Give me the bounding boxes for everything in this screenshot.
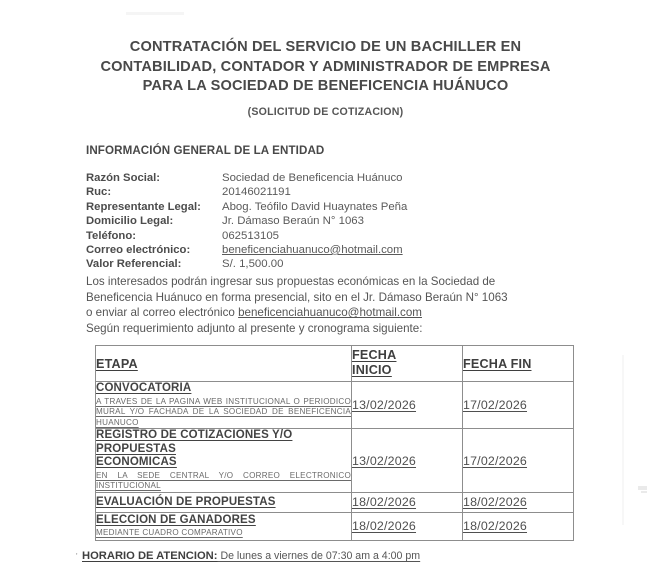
instructions-paragraph [86, 274, 572, 336]
scan-artifact-mark-2 [641, 491, 647, 493]
stage-cell-convocatoria [96, 382, 352, 429]
stage-title-line: ELECCION DE GANADORES [96, 513, 256, 526]
table-row [96, 429, 574, 493]
table-row [96, 512, 574, 540]
end-date-cell [463, 382, 574, 429]
stage-description-convocatoria [96, 397, 351, 429]
bullet-tick-icon: ' [76, 552, 78, 561]
stage-cell-registro-cotizaciones [96, 429, 352, 493]
stage-description-line: HUANUCO [96, 417, 139, 427]
schedule-table [95, 345, 574, 541]
start-date-value: 18/02/2026 [352, 519, 417, 534]
info-value-domicilio-legal: Jr. Dámaso Beraún N° 1063 [222, 215, 364, 228]
info-label-valor-referencial: Valor Referencial: [86, 258, 182, 271]
info-label-domicilio-legal: Domicilio Legal: [86, 215, 174, 228]
entity-section-heading: INFORMACIÓN GENERAL DE LA ENTIDAD [86, 144, 325, 157]
stage-description-line: MURAL Y/O FACHADA DE LA SOCIEDAD DE BENEFICENCIA [96, 407, 351, 417]
start-date-cell [352, 382, 463, 429]
info-row-representante-legal [86, 201, 566, 215]
end-date-value: 18/02/2026 [463, 495, 528, 510]
attention-hours-value: De lunes a viernes de 07:30 am a 4:00 pm [217, 550, 421, 562]
stage-cell-eleccion-ganadores [96, 512, 352, 540]
start-date-value: 13/02/2026 [352, 398, 417, 413]
paragraph-line-1: Los interesados podrán ingresar sus propuestas económicas en la Sociedad de [86, 275, 496, 288]
info-label-correo-electronico: Correo electrónico: [86, 243, 191, 256]
stage-title-convocatoria [96, 382, 351, 396]
end-date-cell [463, 512, 574, 540]
end-date-value: 17/02/2026 [463, 398, 528, 413]
end-date-cell [463, 429, 574, 493]
title-line-1: CONTRATACIÓN DEL SERVICIO DE UN BACHILLER EN [129, 39, 522, 55]
scan-artifact-top [126, 12, 184, 15]
stage-description-line: MEDIANTE CUADRO COMPARATIVO [96, 528, 243, 538]
scan-artifact-mark [638, 486, 647, 490]
stage-description-registro-cotizaciones [96, 471, 351, 492]
start-date-cell [352, 492, 463, 512]
table-header-row [96, 346, 574, 382]
header-label-etapa: ETAPA [96, 356, 138, 371]
entity-info-list [86, 172, 566, 273]
end-date-value: 17/02/2026 [463, 453, 528, 468]
info-value-razon-social: Sociedad de Beneficencia Huánuco [222, 172, 403, 184]
title-line-3: PARA LA SOCIEDAD DE BENEFICENCIA HUÁNUCO [142, 78, 509, 94]
info-row-telefono [86, 230, 566, 244]
stage-title-line: REGISTRO DE COTIZACIONES Y/O PROPUESTAS [96, 429, 293, 455]
attention-hours-label: HORARIO DE ATENCION: [82, 550, 218, 562]
stage-description-line: INSTITUCIONAL [96, 481, 161, 491]
info-row-ruc [86, 186, 566, 200]
table-row [96, 382, 574, 429]
title-line-2: CONTABILIDAD, CONTADOR Y ADMINISTRADOR DE EMPRESA [100, 58, 551, 75]
start-date-cell [352, 512, 463, 540]
stage-description-eleccion-ganadores [96, 528, 351, 539]
stage-cell-evaluacion-propuestas [96, 492, 352, 512]
start-date-value: 18/02/2026 [352, 495, 417, 510]
paragraph-line-2: Beneficencia Huánuco en forma presencial, sito en el Jr. Dámaso Beraún N° 1063 [86, 290, 508, 304]
end-date-cell [463, 492, 574, 512]
start-date-cell [352, 429, 463, 493]
table-row [96, 492, 574, 512]
header-label-fecha-inicio [352, 348, 396, 377]
info-value-ruc: 20146021191 [222, 186, 291, 199]
header-label-fecha-inicio-line2: INICIO [352, 362, 392, 377]
info-label-representante-legal: Representante Legal: [86, 200, 201, 213]
document-title [0, 38, 651, 118]
header-label-fecha-inicio-line1: FECHA [352, 348, 397, 363]
stage-title-eleccion-ganadores [96, 514, 351, 528]
info-value-telefono: 062513105 [222, 229, 280, 242]
info-row-correo-electronico [86, 244, 566, 258]
stage-description-line: A TRAVES DE LA PAGINA WEB INSTITUCIONAL O PERIODICO [96, 396, 351, 406]
start-date-value: 13/02/2026 [352, 453, 417, 468]
paragraph-email-link[interactable]: beneficenciahuanuco@hotmail.com [238, 306, 422, 320]
header-cell-fecha-inicio [352, 346, 463, 382]
info-value-valor-referencial: S/. 1,500.00 [222, 258, 284, 271]
document-subtitle: (SOLICITUD DE COTIZACION) [247, 105, 404, 118]
info-row-domicilio-legal [86, 215, 566, 229]
info-row-valor-referencial [86, 258, 566, 272]
stage-title-line: EVALUACIÓN DE PROPUESTAS [96, 495, 276, 508]
stage-title-registro-cotizaciones [96, 429, 351, 470]
header-label-fecha-fin: FECHA FIN [463, 356, 532, 371]
attention-hours-footer [76, 550, 421, 562]
info-row-razon-social [86, 172, 566, 186]
end-date-value: 18/02/2026 [463, 519, 528, 534]
stage-title-line: CONVOCATORIA [96, 382, 192, 394]
info-label-razon-social: Razón Social: [86, 172, 161, 184]
email-link[interactable]: beneficenciahuanuco@hotmail.com [222, 243, 403, 256]
info-label-telefono: Teléfono: [86, 229, 136, 242]
info-value-representante-legal: Abog. Teófilo David Huaynates Peña [222, 200, 408, 213]
info-label-ruc: Ruc: [86, 186, 112, 199]
paragraph-line-3 [86, 305, 572, 321]
stage-title-evaluacion-propuestas [96, 496, 351, 510]
header-cell-fecha-fin [463, 346, 574, 382]
paragraph-line-3-prefix: o enviar al correo electrónico [86, 306, 239, 320]
scan-artifact-right-edge [622, 355, 624, 525]
header-cell-etapa [96, 346, 352, 382]
stage-description-line: EN LA SEDE CENTRAL Y/O CORREO ELECTRONICO [96, 470, 351, 480]
paragraph-line-4: Según requerimiento adjunto al presente y cronograma siguiente: [86, 321, 423, 335]
stage-title-line: ECONOMICAS [96, 456, 177, 469]
